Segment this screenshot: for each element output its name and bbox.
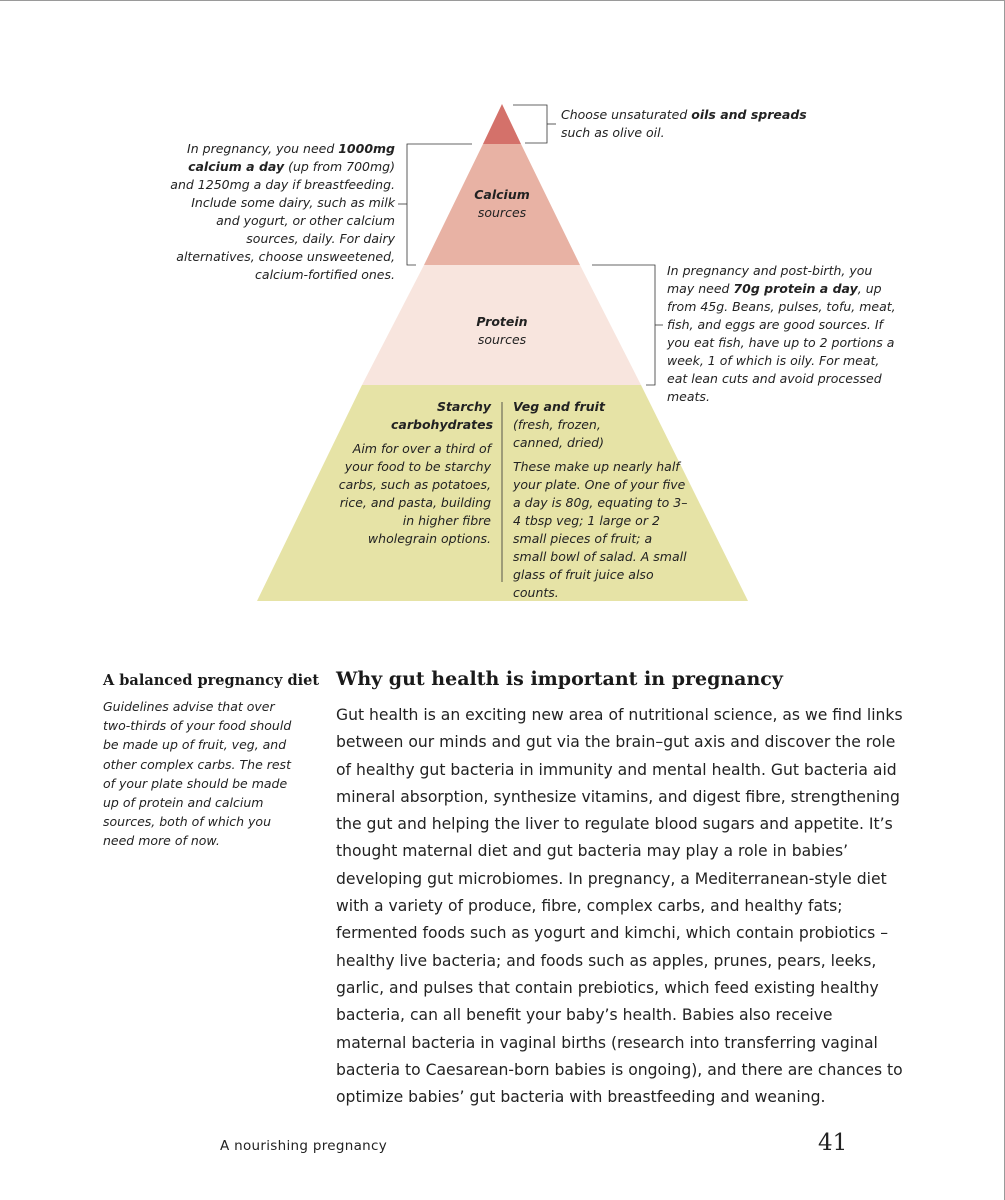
oils-note-text: Choose unsaturated (561, 107, 692, 122)
starchy-carbs-body: Aim for over a third of your food to be starchy carbs, such as potatoes, rice, and pasta, building in higher fibre wholegrain options. (338, 441, 491, 546)
calcium-note-bold: 1000mg calcium a day (188, 141, 395, 174)
page-number: 41 (818, 1130, 848, 1156)
oils-note-text-2: such as olive oil. (561, 125, 665, 140)
sidebar-body: Guidelines advise that over two-thirds of your food should be made up of fruit, veg, and other complex carbs. The rest of your plate should be made up of protein and calcium sources, both of which you need more of now. (103, 699, 292, 849)
protein-note (667, 262, 903, 406)
calcium-note (170, 140, 395, 284)
protein-note-text-2: , up from 45g. Beans, pulses, tofu, meat, fish, and eggs are good sources. If you eat fish, have up to 2 portions a week, 1 of which is oily. For meat, eat lean cuts and avoid processed meats. (667, 281, 896, 404)
calcium-title: Calcium (474, 187, 530, 202)
calcium-subtitle: sources (477, 205, 527, 220)
calcium-note-text-2: (up from 700mg) and 1250mg a day if breastfeeding. Include some dairy, such as milk and yogurt, or other calcium sources, daily. For dairy alternatives, choose unsweetened, calcium-fortified ones. (170, 159, 395, 282)
oils-bracket (513, 105, 547, 143)
protein-subtitle: sources (477, 332, 527, 347)
article-title: Why gut health is important in pregnancy (336, 668, 783, 690)
starchy-carbs-block (336, 398, 494, 548)
oils-note (561, 106, 821, 142)
pyramid-tier-oils (483, 104, 521, 144)
veg-fruit-block (513, 398, 688, 602)
sidebar-title: A balanced pregnancy diet (103, 672, 320, 689)
calcium-label (452, 186, 552, 222)
protein-label (452, 313, 552, 349)
starchy-carbs-title: Starchy carbohydrates (391, 399, 494, 432)
veg-fruit-body: These make up nearly half your plate. One of your five a day is 80g, equating to 3–4 tbsp veg; 1 large or 2 small pieces of fruit; a small bowl of salad. A small glass of fruit juice also counts. (513, 459, 688, 600)
protein-note-bold: 70g protein a day (733, 281, 858, 296)
veg-fruit-title: Veg and fruit (513, 399, 605, 414)
protein-note-text: In pregnancy and post-birth, you may need (667, 263, 873, 296)
article-body: Gut health is an exciting new area of nutritional science, as we find links between our minds and gut via the brain–gut axis and discover the role of healthy gut bacteria in immunity and mental health. Gut bacteria aid mineral absorption, synthesize vitamins, and digest fibre, strengthening the gut and helping the liver to regulate blood sugars and appetite. It’s thought maternal diet and gut bacteria may play a role in babies’ developing gut microbiomes. In pregnancy, a Mediterranean-style diet with a variety of produce, fibre, complex carbs, and healthy fats; fermented foods such as yogurt and kimchi, which contain probiotics – healthy live bacteria; and foods such as apples, prunes, pears, leeks, garlic, and pulses that contain prebiotics, which feed existing healthy bacteria, can all benefit your baby’s health. Babies also receive maternal bacteria in vaginal births (research into transferring vaginal bacteria to Caesarean-born babies is ongoing), and there are chances to optimize babies’ gut bacteria with breastfeeding and weaning. (336, 706, 903, 1107)
veg-fruit-subtitle: (fresh, frozen, canned, dried) (513, 417, 604, 450)
protein-title: Protein (476, 314, 528, 329)
footer-section-title: A nourishing pregnancy (220, 1138, 388, 1154)
oils-note-bold: oils and spreads (691, 107, 807, 122)
calcium-note-text: In pregnancy, you need (187, 141, 339, 156)
